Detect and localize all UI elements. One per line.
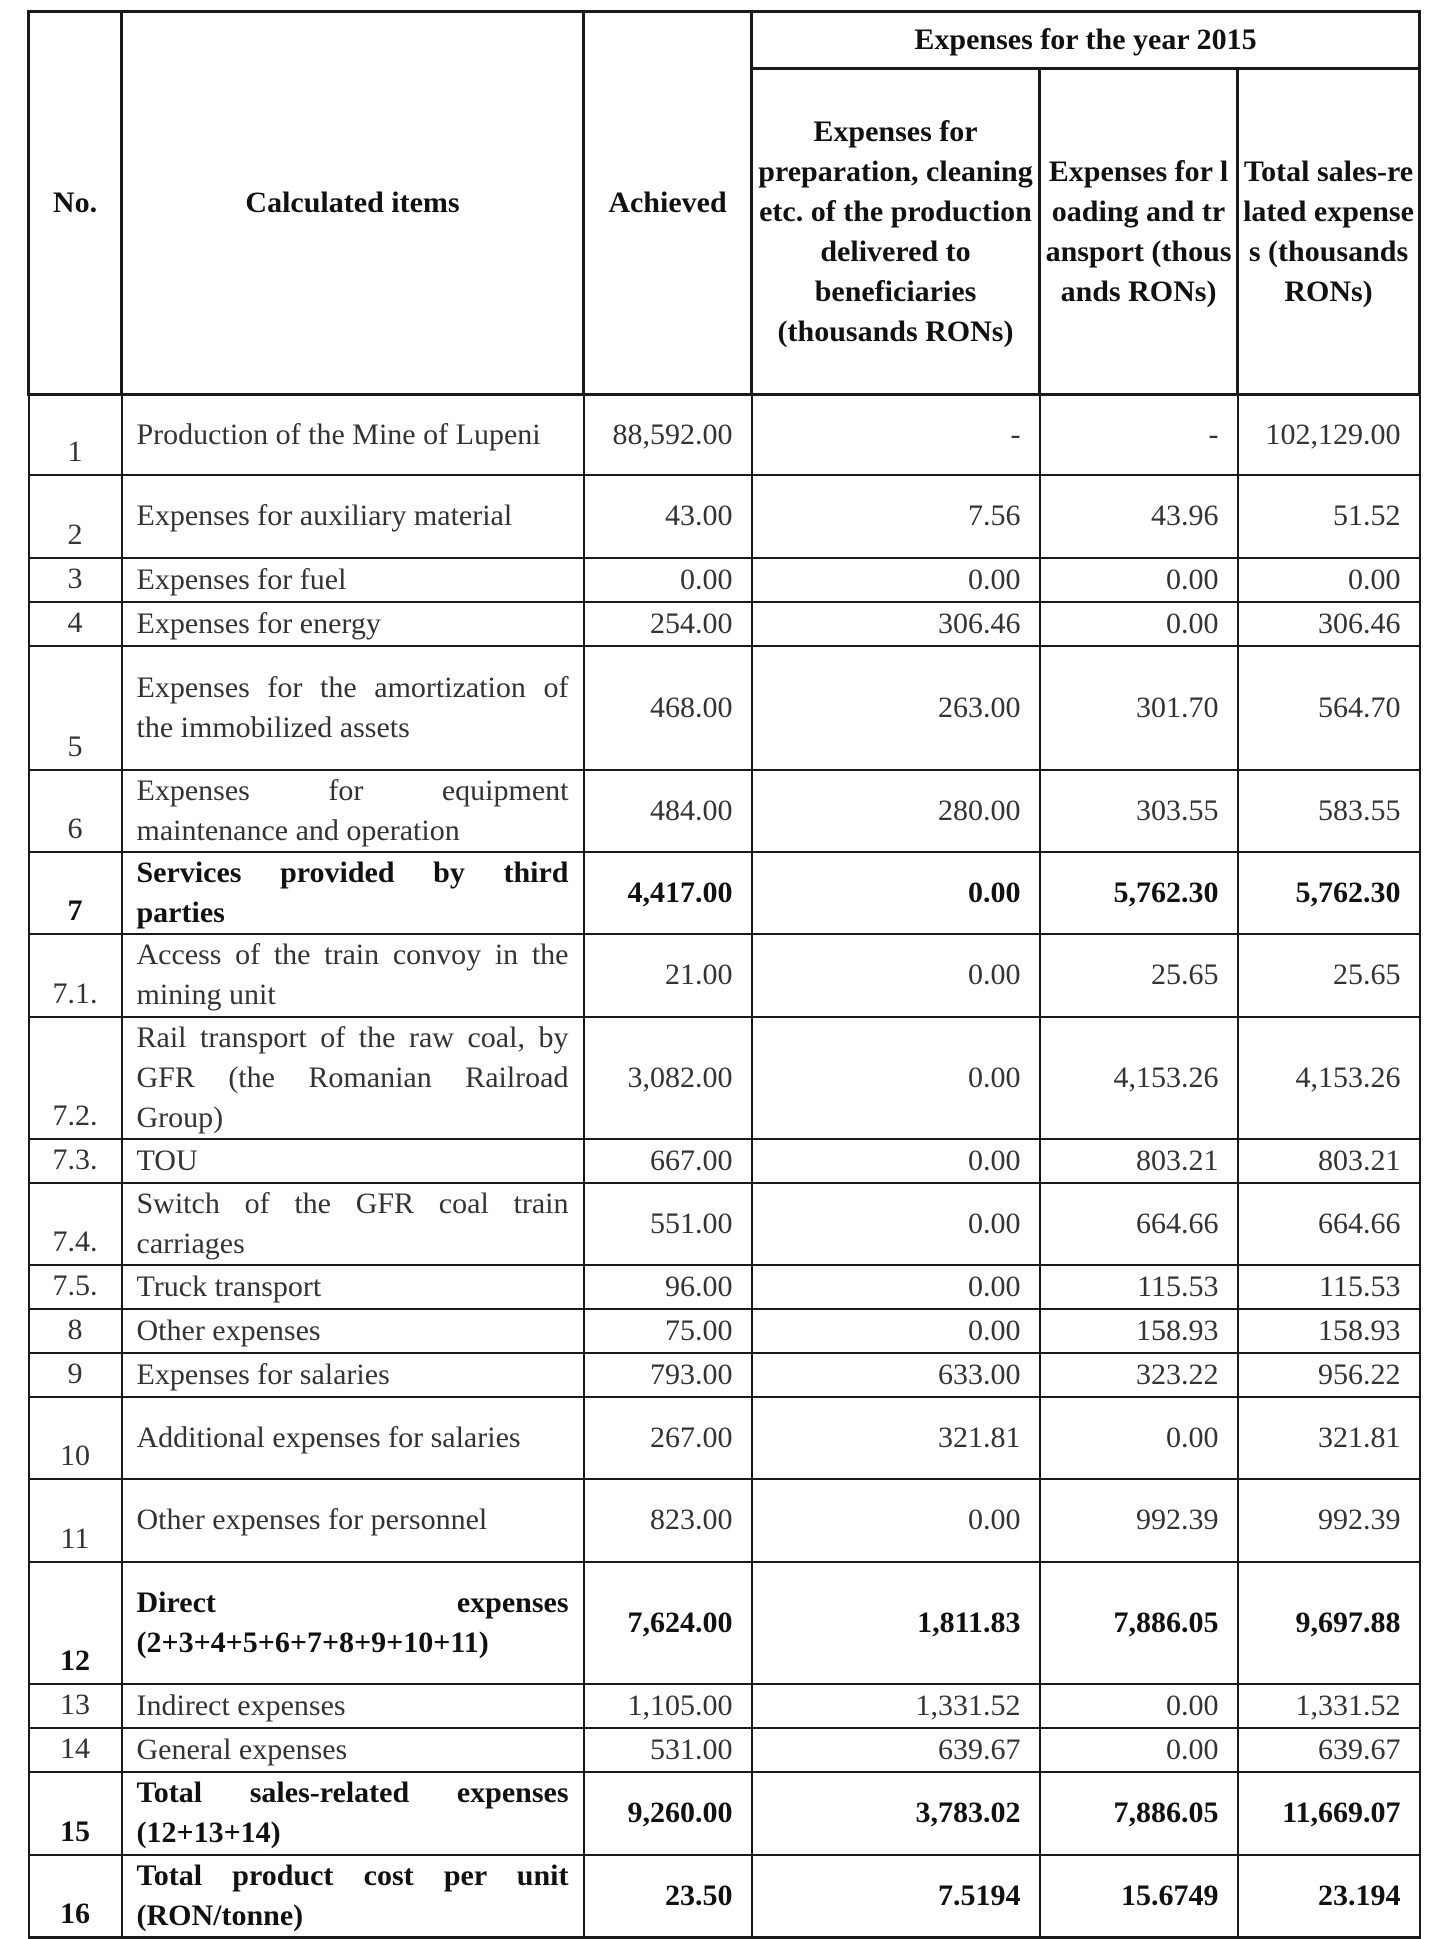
- table-row: [29, 1183, 1420, 1265]
- table-row: [29, 1265, 1420, 1309]
- row-item-label: Services provided by third parties: [122, 852, 584, 934]
- row-number: 1: [29, 395, 122, 475]
- row-total-value: 158.93: [1238, 1309, 1420, 1353]
- row-item-label: Other expenses: [122, 1309, 584, 1353]
- row-item-label: General expenses: [122, 1728, 584, 1772]
- row-loading-value: -: [1040, 395, 1238, 475]
- row-achieved-value: 793.00: [584, 1353, 752, 1397]
- table-row: [29, 852, 1420, 934]
- row-loading-value: 4,153.26: [1040, 1017, 1238, 1139]
- row-preparation-value: 1,331.52: [752, 1684, 1040, 1728]
- row-loading-value: 5,762.30: [1040, 852, 1238, 934]
- row-loading-value: 158.93: [1040, 1309, 1238, 1353]
- row-achieved-value: 96.00: [584, 1265, 752, 1309]
- row-item-label: Switch of the GFR coal train carriages: [122, 1183, 584, 1265]
- row-number: 7.2.: [29, 1017, 122, 1139]
- row-item-label: Total product cost per unit (RON/tonne): [122, 1855, 584, 1938]
- row-total-value: 115.53: [1238, 1265, 1420, 1309]
- table-row: [29, 1309, 1420, 1353]
- row-number: 7.3.: [29, 1139, 122, 1183]
- row-item-label: Rail transport of the raw coal, by GFR (the Romanian Railroad Group): [122, 1017, 584, 1139]
- row-item-label: Expenses for equipment maintenance and operation: [122, 770, 584, 852]
- row-total-value: 321.81: [1238, 1397, 1420, 1479]
- row-number: 14: [29, 1728, 122, 1772]
- row-total-value: 956.22: [1238, 1353, 1420, 1397]
- row-achieved-value: 21.00: [584, 934, 752, 1017]
- row-total-value: 25.65: [1238, 934, 1420, 1017]
- row-loading-value: 992.39: [1040, 1479, 1238, 1562]
- row-item-label: Truck transport: [122, 1265, 584, 1309]
- row-total-value: 9,697.88: [1238, 1562, 1420, 1684]
- row-total-value: 306.46: [1238, 602, 1420, 646]
- row-achieved-value: 75.00: [584, 1309, 752, 1353]
- table-row: [29, 1353, 1420, 1397]
- row-loading-value: 7,886.05: [1040, 1772, 1238, 1855]
- table-row: [29, 1728, 1420, 1772]
- row-item-label: Direct expenses (2+3+4+5+6+7+8+9+10+11): [122, 1562, 584, 1684]
- row-total-value: 1,331.52: [1238, 1684, 1420, 1728]
- row-number: 5: [29, 646, 122, 770]
- row-preparation-value: 0.00: [752, 1139, 1040, 1183]
- header-loading-transport-expenses: Expenses for loading and transport (thousands RONs): [1040, 69, 1238, 395]
- row-item-label: Expenses for fuel: [122, 558, 584, 602]
- row-total-value: 51.52: [1238, 475, 1420, 558]
- expenses-table: [27, 10, 1421, 1939]
- row-number: 7.4.: [29, 1183, 122, 1265]
- row-loading-value: 323.22: [1040, 1353, 1238, 1397]
- table-row: [29, 646, 1420, 770]
- row-number: 7: [29, 852, 122, 934]
- table-row: [29, 1397, 1420, 1479]
- row-loading-value: 15.6749: [1040, 1855, 1238, 1938]
- row-preparation-value: 0.00: [752, 558, 1040, 602]
- row-loading-value: 7,886.05: [1040, 1562, 1238, 1684]
- row-achieved-value: 0.00: [584, 558, 752, 602]
- table-row: [29, 602, 1420, 646]
- row-preparation-value: 1,811.83: [752, 1562, 1040, 1684]
- row-achieved-value: 667.00: [584, 1139, 752, 1183]
- row-number: 6: [29, 770, 122, 852]
- row-achieved-value: 9,260.00: [584, 1772, 752, 1855]
- row-preparation-value: 321.81: [752, 1397, 1040, 1479]
- row-number: 11: [29, 1479, 122, 1562]
- row-item-label: Expenses for salaries: [122, 1353, 584, 1397]
- row-achieved-value: 23.50: [584, 1855, 752, 1938]
- table-row: [29, 1479, 1420, 1562]
- row-achieved-value: 531.00: [584, 1728, 752, 1772]
- row-item-label: Indirect expenses: [122, 1684, 584, 1728]
- row-number: 15: [29, 1772, 122, 1855]
- row-number: 3: [29, 558, 122, 602]
- header-preparation-expenses: Expenses for preparation, cleaning etc. of the production delivered to beneficiaries (thousands RONs): [752, 69, 1040, 395]
- row-preparation-value: 639.67: [752, 1728, 1040, 1772]
- row-preparation-value: 263.00: [752, 646, 1040, 770]
- row-loading-value: 0.00: [1040, 1684, 1238, 1728]
- header-achieved: Achieved: [584, 12, 752, 395]
- row-total-value: 11,669.07: [1238, 1772, 1420, 1855]
- header-no: No.: [29, 12, 122, 395]
- row-preparation-value: 633.00: [752, 1353, 1040, 1397]
- row-number: 8: [29, 1309, 122, 1353]
- table-row: [29, 558, 1420, 602]
- row-loading-value: 0.00: [1040, 1728, 1238, 1772]
- row-achieved-value: 1,105.00: [584, 1684, 752, 1728]
- header-total-sales-expenses: Total sales-related expenses (thousands RONs): [1238, 69, 1420, 395]
- row-achieved-value: 43.00: [584, 475, 752, 558]
- row-item-label: Production of the Mine of Lupeni: [122, 395, 584, 475]
- row-preparation-value: 7.5194: [752, 1855, 1040, 1938]
- row-achieved-value: 254.00: [584, 602, 752, 646]
- row-loading-value: 664.66: [1040, 1183, 1238, 1265]
- row-total-value: 5,762.30: [1238, 852, 1420, 934]
- row-number: 7.1.: [29, 934, 122, 1017]
- table-row: [29, 1562, 1420, 1684]
- row-total-value: 4,153.26: [1238, 1017, 1420, 1139]
- table-row: [29, 1855, 1420, 1938]
- row-preparation-value: 0.00: [752, 1265, 1040, 1309]
- row-loading-value: 115.53: [1040, 1265, 1238, 1309]
- table-row: [29, 395, 1420, 475]
- table-row: [29, 1772, 1420, 1855]
- row-item-label: Expenses for energy: [122, 602, 584, 646]
- table-row: [29, 1684, 1420, 1728]
- row-preparation-value: 0.00: [752, 1479, 1040, 1562]
- row-preparation-value: 280.00: [752, 770, 1040, 852]
- row-preparation-value: 0.00: [752, 1183, 1040, 1265]
- row-loading-value: 25.65: [1040, 934, 1238, 1017]
- row-loading-value: 803.21: [1040, 1139, 1238, 1183]
- row-loading-value: 301.70: [1040, 646, 1238, 770]
- row-total-value: 102,129.00: [1238, 395, 1420, 475]
- row-number: 4: [29, 602, 122, 646]
- row-total-value: 564.70: [1238, 646, 1420, 770]
- row-item-label: Expenses for the amortization of the immobilized assets: [122, 646, 584, 770]
- row-total-value: 803.21: [1238, 1139, 1420, 1183]
- row-total-value: 664.66: [1238, 1183, 1420, 1265]
- row-achieved-value: 484.00: [584, 770, 752, 852]
- table-row: [29, 475, 1420, 558]
- header-expenses-year-group: Expenses for the year 2015: [752, 12, 1420, 69]
- row-total-value: 0.00: [1238, 558, 1420, 602]
- table-body: [29, 395, 1420, 1938]
- table-row: [29, 934, 1420, 1017]
- row-item-label: Expenses for auxiliary material: [122, 475, 584, 558]
- row-number: 7.5.: [29, 1265, 122, 1309]
- row-preparation-value: 0.00: [752, 1017, 1040, 1139]
- row-item-label: TOU: [122, 1139, 584, 1183]
- header-calculated-items: Calculated items: [122, 12, 584, 395]
- row-total-value: 992.39: [1238, 1479, 1420, 1562]
- row-number: 12: [29, 1562, 122, 1684]
- row-achieved-value: 88,592.00: [584, 395, 752, 475]
- row-number: 2: [29, 475, 122, 558]
- table-row: [29, 1017, 1420, 1139]
- row-preparation-value: 0.00: [752, 934, 1040, 1017]
- table-header: [29, 12, 1420, 395]
- row-achieved-value: 7,624.00: [584, 1562, 752, 1684]
- row-achieved-value: 4,417.00: [584, 852, 752, 934]
- row-preparation-value: 3,783.02: [752, 1772, 1040, 1855]
- row-loading-value: 303.55: [1040, 770, 1238, 852]
- row-achieved-value: 551.00: [584, 1183, 752, 1265]
- row-achieved-value: 823.00: [584, 1479, 752, 1562]
- row-preparation-value: 0.00: [752, 1309, 1040, 1353]
- row-total-value: 639.67: [1238, 1728, 1420, 1772]
- row-loading-value: 0.00: [1040, 1397, 1238, 1479]
- row-item-label: Total sales-related expenses (12+13+14): [122, 1772, 584, 1855]
- row-number: 16: [29, 1855, 122, 1938]
- row-item-label: Other expenses for personnel: [122, 1479, 584, 1562]
- row-preparation-value: 7.56: [752, 475, 1040, 558]
- row-total-value: 23.194: [1238, 1855, 1420, 1938]
- row-preparation-value: -: [752, 395, 1040, 475]
- row-preparation-value: 0.00: [752, 852, 1040, 934]
- row-number: 10: [29, 1397, 122, 1479]
- row-total-value: 583.55: [1238, 770, 1420, 852]
- row-item-label: Access of the train convoy in the mining unit: [122, 934, 584, 1017]
- table-row: [29, 770, 1420, 852]
- row-achieved-value: 267.00: [584, 1397, 752, 1479]
- row-achieved-value: 468.00: [584, 646, 752, 770]
- table-row: [29, 1139, 1420, 1183]
- row-number: 9: [29, 1353, 122, 1397]
- row-loading-value: 43.96: [1040, 475, 1238, 558]
- row-item-label: Additional expenses for salaries: [122, 1397, 584, 1479]
- row-achieved-value: 3,082.00: [584, 1017, 752, 1139]
- row-number: 13: [29, 1684, 122, 1728]
- row-loading-value: 0.00: [1040, 558, 1238, 602]
- row-loading-value: 0.00: [1040, 602, 1238, 646]
- row-preparation-value: 306.46: [752, 602, 1040, 646]
